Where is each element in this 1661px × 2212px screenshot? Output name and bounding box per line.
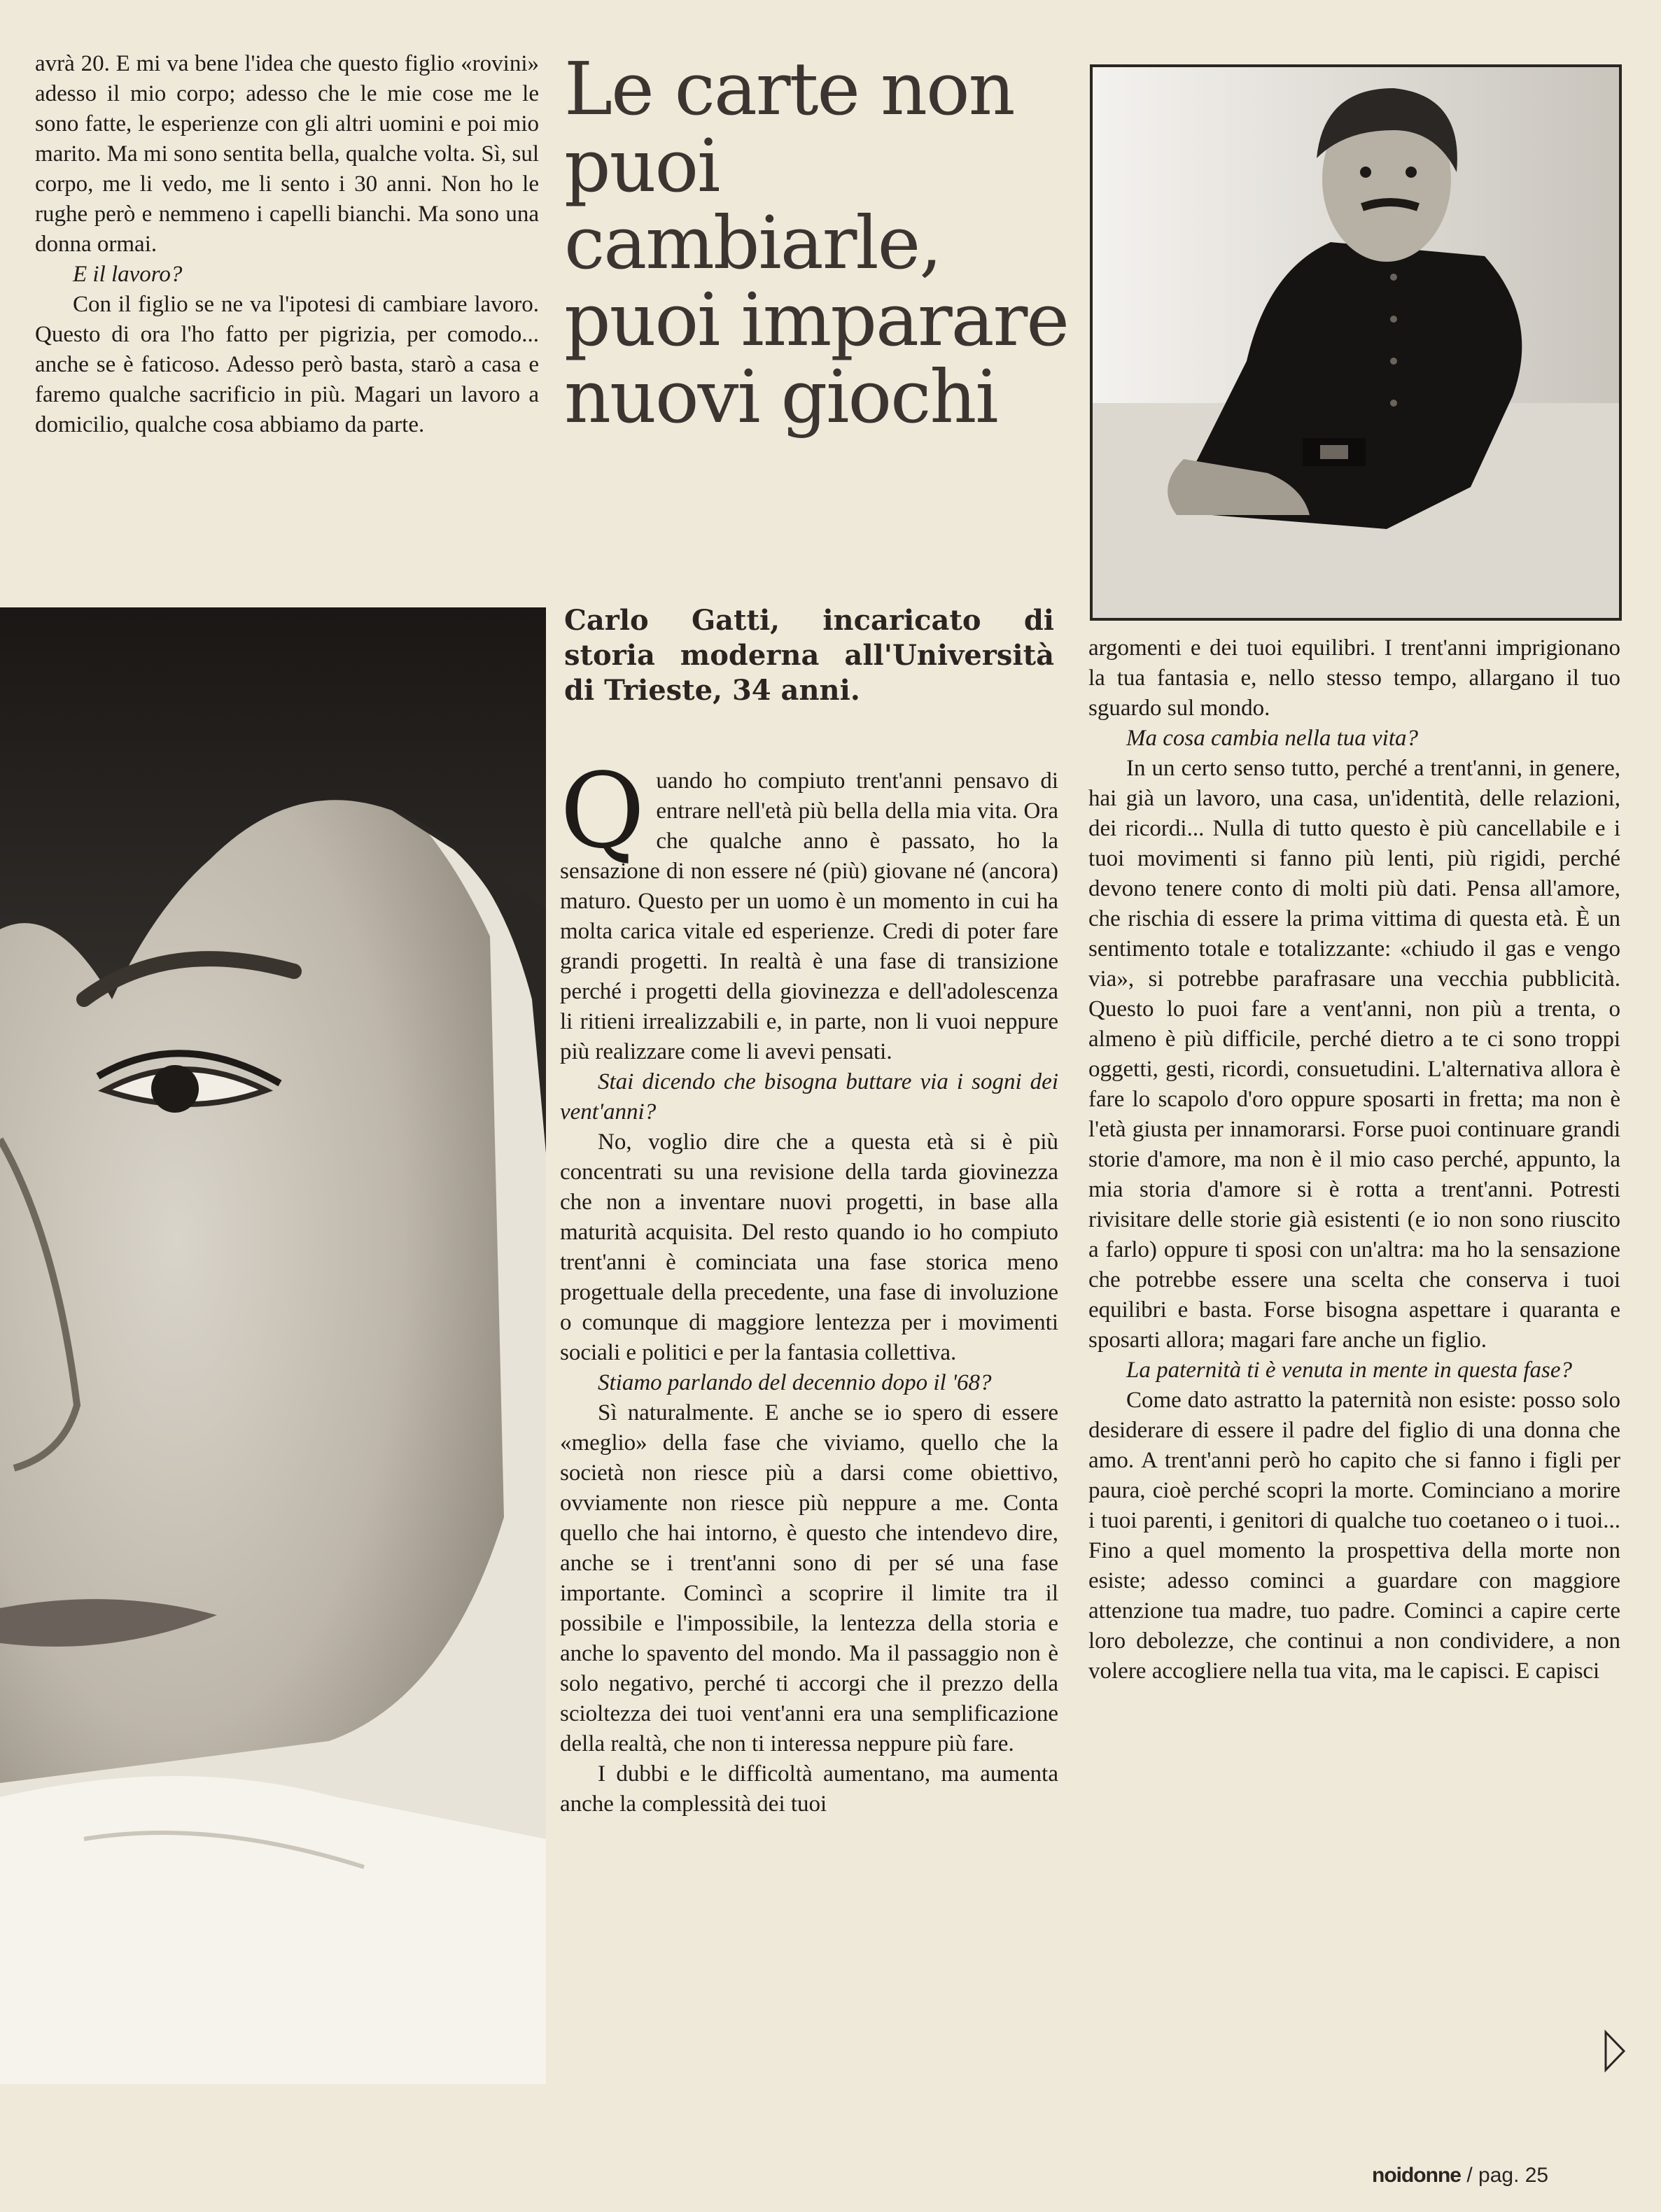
drop-cap: Q [560,751,645,871]
right-arrow-outline-icon [1603,2029,1627,2076]
interview-column-middle [560,751,1058,1819]
page-number: pag. 25 [1478,2164,1549,2187]
question-1: Stai dicendo che bisogna buttare via i sogni dei vent'anni? [560,1069,1058,1125]
answer-2: Sì naturalmente. E anche se io spero di essere «meglio» della fase che viviamo, quello che la società non riesce più a darsi come obiettivo, ovviamente non riesce più neppure a me. Conta quello che hai intorno, è questo che intendevo dire, anche se i trent'anni sono di per sé una fase importante. Comincì a scoprire il limite tra il possibile e l'impossibile, la lentezza della storia e anche lo spavento del mondo. Ma il passaggio non è solo negativo, perché ti accorgi che il prezzo della scioltezza dei tuoi vent'anni era una semplificazione della realtà, che non ti interessa neppure più fare. [560,1400,1058,1756]
man-portrait-photo [1090,64,1622,621]
previous-interview-column [35,49,539,440]
answer-3: In un certo senso tutto, perché a trent'anni, in genere, hai già un lavoro, una casa, un'identità, delle relazioni, dei ricordi... Nulla di tutto questo è più cancellabile e i tuoi movimenti si fanno più lenti, più rigidi, perché devono tenere conto di molti più dati. Pensa all'amore, che rischia di essere la prima vittima di questa età. È un sentimento totale e totalizzante: «chiudo il gas e vengo via», si potrebbe parafrasare una vecchia pubblicità. Questo lo puoi fare a vent'anni, non più a trenta, o almeno è più difficile, perché dietro a te ci sono troppi oggetti, gesti, ricordi, consuetudini. L'alternativa allora è fare lo scapolo d'oro oppure sposarti in fretta; ma non è l'età giusta per innamorarsi. Forse puoi continuare grandi storie d'amore, ma non è il mio caso perché, appunto, la mia storia d'amore si è rotta a trent'anni. Potresti rivisitare delle storie già esistenti (e io non sono riuscito a farlo) oppure ti sposi con un'altra: ma ho la sensazione che potrebbe essere una scelta che conserva i tuoi equilibri e basta. Forse bisogna aspettare i quaranta e sposarti allora; magari fare anche un figlio. [1088,756,1620,1353]
magazine-name: noidonne [1372,2164,1461,2187]
question-4: La paternità ti è venuta in mente in questa fase? [1126,1358,1572,1383]
previous-answer-2: Con il figlio se ne va l'ipotesi di cambiare lavoro. Questo di ora l'ho fatto per pigrizia, per comodo... anche se è faticoso. Adesso però basta, starò a casa e faremo qualche sacrificio in più. Magari un lavoro a domicilio, qualche cosa abbiamo da parte. [35,292,539,437]
intro-text: uando ho compiuto trent'anni pensavo di entrare nell'età più bella della mia vita. Ora che qualche anno è passato, ho la sensazione di non essere né (più) giovane né (ancora) maturo. Questo per un uomo è un momento in cui ha molta carica vitale ed esperienze. Credi di poter fare grandi progetti. In realtà è una fase di transizione perché i progetti della giovinezza e dell'adolescenza li ritieni irrealizzabili e, in parte, non li vuoi neppure più realizzare come li avevi pensati. [560,768,1058,1064]
woman-portrait-image [0,607,546,2084]
continuation-text: argomenti e dei tuoi equilibri. I trent'anni imprigionano la tua fantasia e, nello stesso tempo, allargano il tuo sguardo sul mondo. [1088,635,1620,721]
article-headline: Le carte non puoi cambiarle, puoi imparare nuovi giochi [564,46,1068,439]
question-2: Stiamo parlando del decennio dopo il '68? [598,1370,992,1395]
man-portrait-image [1093,67,1619,618]
question-3: Ma cosa cambia nella tua vita? [1126,726,1419,751]
previous-question: E il lavoro? [73,262,183,287]
footer-separator: / [1466,2164,1473,2187]
intro-paragraph [560,751,1058,1067]
article-subhead: Carlo Gatti, incaricato di storia moderna all'Università di Trieste, 34 anni. [564,604,1054,707]
interview-column-right [1088,633,1620,1686]
answer-1: No, voglio dire che a questa età si è più concentrati su una revisione della tarda giovinezza che non a inventare nuovi progetti, in base alla maturità acquisita. Del resto quando io ho compiuto trent'anni è cominciata una fase storica meno progettuale della precedente, una fase di involuzione o comunque di maggiore lentezza per i movimenti sociali e politici e per la fantasia collettiva. [560,1129,1058,1365]
woman-portrait-photo [0,607,546,2084]
answer-4: Come dato astratto la paternità non esiste: posso solo desiderare di essere il padre del figlio di una donna che amo. A trent'anni però ho capito che si fanno i figli per paura, cioè perché scopri la morte. Cominciano a morire i tuoi parenti, i genitori di qualche tuo coetaneo o i tuoi... Fino a quel momento la prospettiva della morte non esiste; adesso cominci a guardare con maggiore attenzione tua madre, tuo padre. Cominci a capire certe loro debolezze, che continui a non condividere, a non volere accogliere nella tua vita, ma le capisci. E capisci [1088,1388,1620,1684]
answer-2-cont: I dubbi e le difficoltà aumentano, ma aumenta anche la complessità dei tuoi [560,1761,1058,1817]
page-footer [1372,2164,1548,2188]
previous-answer-1: avrà 20. E mi va bene l'idea che questo figlio «rovini» adesso il mio corpo; adesso che le mie cose me le sono fatte, le esperienze con gli altri uomini e poi mio marito. Ma mi sono sentita bella, qualche volta. Sì, sul corpo, me li vedo, me li sento i 30 anni. Non ho le rughe però e nemmeno i capelli bianchi. Ma sono una donna ormai. [35,51,539,257]
